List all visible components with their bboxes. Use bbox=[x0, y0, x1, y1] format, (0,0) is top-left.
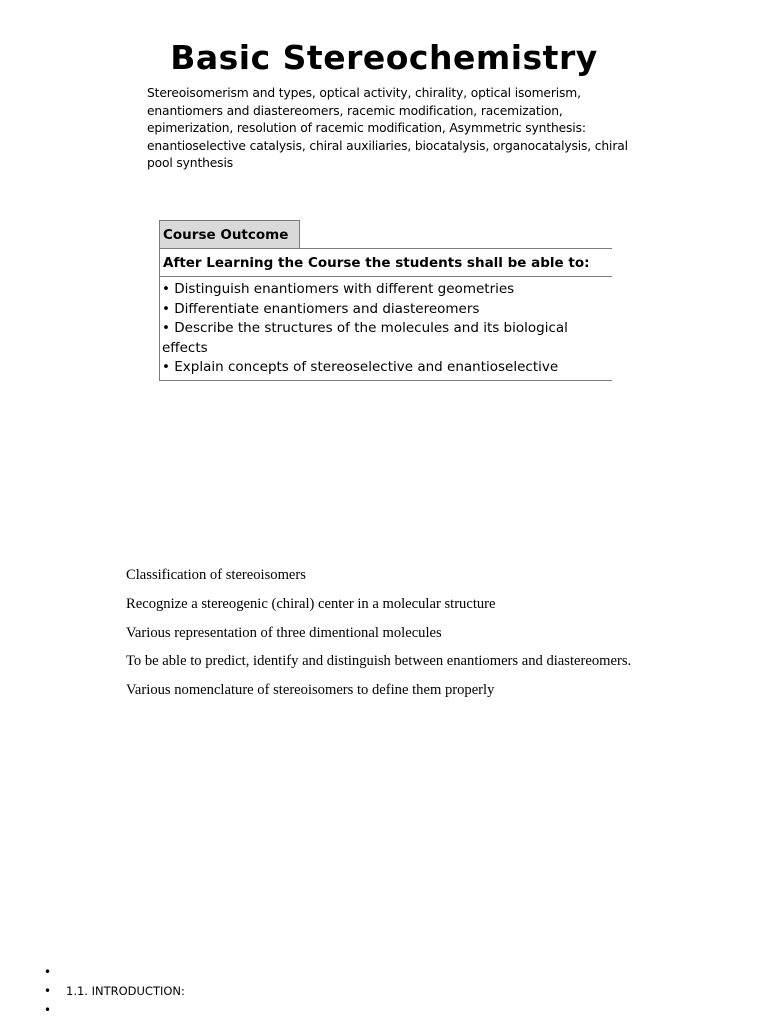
bullet-icon: • bbox=[44, 1003, 52, 1017]
bullet-icon: • bbox=[44, 965, 52, 979]
course-outcome-lead: After Learning the Course the students shall be able to: bbox=[159, 248, 612, 277]
page-title: Basic Stereochemistry bbox=[170, 38, 598, 77]
bullet-icon: • bbox=[44, 984, 52, 998]
course-outcome-table bbox=[159, 220, 612, 381]
section-heading: 1.1. INTRODUCTION: bbox=[66, 984, 185, 998]
objective-item: To be able to predict, identify and distinguish between enantiomers and diastereomers. bbox=[126, 653, 632, 670]
course-outcome-header: Course Outcome bbox=[159, 220, 300, 248]
list-item: • Describe the structures of the molecules and its biological effects bbox=[162, 319, 612, 358]
objective-item: Various representation of three dimentional molecules bbox=[126, 624, 442, 641]
objectives-list bbox=[126, 563, 686, 707]
list-item: • Distinguish enantiomers with different geometries bbox=[162, 280, 612, 300]
objective-item: Classification of stereoisomers bbox=[126, 567, 306, 583]
list-item: • Explain concepts of stereoselective and enantioselective bbox=[162, 358, 612, 378]
objective-item: Various nomenclature of stereoisomers to define them properly bbox=[126, 682, 495, 699]
list-item: • Differentiate enantiomers and diastereomers bbox=[162, 300, 612, 320]
intro-paragraph: Stereoisomerism and types, optical activity, chirality, optical isomerism, enantiomers and diastereomers, racemic modification, racemization, epimerization, resolution of racemic modification, Asymmetric synthesis: enantioselective catalysis, chiral auxiliaries, biocatalysis, organocatalysis, chiral pool synthesis bbox=[147, 86, 628, 170]
course-outcome-list bbox=[159, 277, 612, 381]
objective-item: Recognize a stereogenic (chiral) center in a molecular structure bbox=[126, 595, 496, 612]
